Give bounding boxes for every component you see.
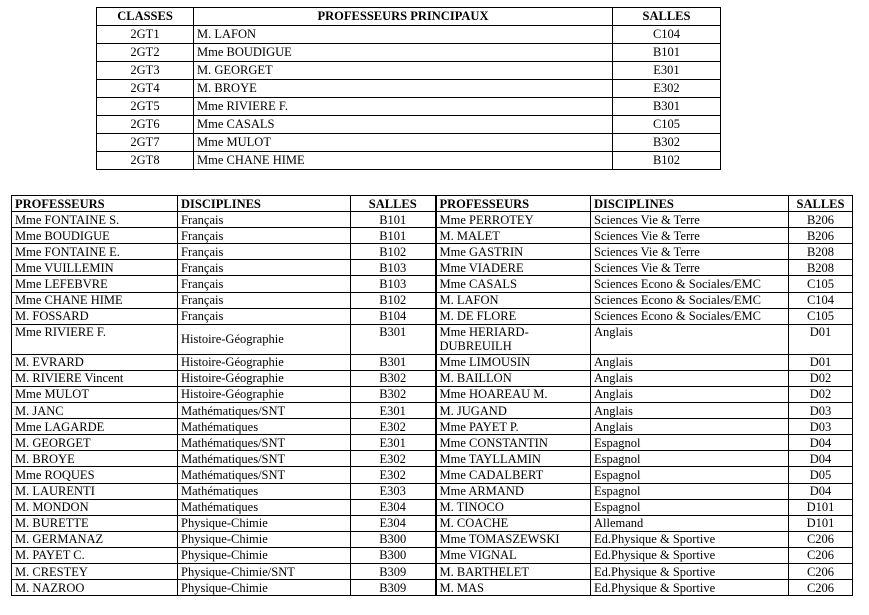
room-cell: D02 [789,370,853,386]
discipline-cell: Espagnol [591,451,789,467]
room-cell: B309 [351,563,436,579]
table-row [12,419,853,435]
header-professeurs-principaux: PROFESSEURS PRINCIPAUX [194,8,613,26]
teacher-cell: Mme VUILLEMIN [12,260,178,276]
table-row [12,308,853,324]
table-row [97,116,721,134]
discipline-cell: Anglais [591,403,789,419]
room-cell: B104 [351,308,436,324]
discipline-cell: Espagnol [591,499,789,515]
teacher-cell: M. BURETTE [12,515,178,531]
header-disciplines-right: DISCIPLINES [591,196,789,212]
table-row [12,228,853,244]
room-cell: B302 [613,134,721,152]
teacher-cell: Mme CHANE HIME [12,292,178,308]
teacher-cell: M. BAILLON [436,370,591,386]
teacher-cell: M. LAFON [436,292,591,308]
discipline-cell: Physique-Chimie [178,515,351,531]
principal-teacher-cell: M. GEORGET [194,62,613,80]
teacher-cell: Mme FONTAINE E. [12,244,178,260]
room-cell: B103 [351,276,436,292]
teacher-cell: M. MAS [436,580,591,596]
room-cell: B102 [351,244,436,260]
room-cell: B302 [351,386,436,402]
room-cell: E301 [351,403,436,419]
teacher-cell: M. GEORGET [12,435,178,451]
teacher-cell: Mme TAYLLAMIN [436,451,591,467]
discipline-cell: Anglais [591,386,789,402]
discipline-cell: Français [178,276,351,292]
teacher-cell: M. FOSSARD [12,308,178,324]
principal-teacher-cell: Mme CHANE HIME [194,152,613,170]
classes-header-row [97,8,721,26]
teacher-cell: Mme BOUDIGUE [12,228,178,244]
table-row [12,435,853,451]
teacher-cell: Mme MULOT [12,386,178,402]
room-cell: D03 [789,419,853,435]
room-cell: D03 [789,403,853,419]
teacher-cell: Mme LEFEBVRE [12,276,178,292]
room-cell: B206 [789,228,853,244]
discipline-cell: Ed.Physique & Sportive [591,547,789,563]
table-row [12,580,853,596]
class-cell: 2GT1 [97,26,194,44]
room-cell: B101 [351,228,436,244]
table-row [12,324,853,354]
room-cell: D01 [789,354,853,370]
room-cell: B301 [613,98,721,116]
room-cell: D101 [789,499,853,515]
discipline-cell: Mathématiques [178,499,351,515]
room-cell: C105 [789,276,853,292]
room-cell: B208 [789,260,853,276]
room-cell: D101 [789,515,853,531]
discipline-cell: Physique-Chimie [178,547,351,563]
principal-teacher-cell: Mme RIVIERE F. [194,98,613,116]
teacher-cell: Mme TOMASZEWSKI [436,531,591,547]
teacher-cell: M. TINOCO [436,499,591,515]
room-cell: B300 [351,531,436,547]
discipline-cell: Anglais [591,370,789,386]
discipline-cell: Allemand [591,515,789,531]
teacher-cell: Mme HOAREAU M. [436,386,591,402]
teacher-cell: M. BROYE [12,451,178,467]
teacher-name-line: DUBREUILH [439,338,512,353]
room-cell: D04 [789,483,853,499]
table-row [97,44,721,62]
table-row [12,244,853,260]
discipline-cell: Sciences Econo & Sociales/EMC [591,276,789,292]
discipline-cell: Sciences Econo & Sociales/EMC [591,292,789,308]
room-cell: D04 [789,435,853,451]
teacher-cell: Mme VIGNAL [436,547,591,563]
teachers-header-row [12,196,853,212]
table-row [12,563,853,579]
discipline-cell: Histoire-Géographie [178,354,351,370]
table-row [12,451,853,467]
teacher-cell: M. JANC [12,403,178,419]
class-cell: 2GT8 [97,152,194,170]
room-cell: B103 [351,260,436,276]
teacher-cell [436,324,591,354]
table-row [97,98,721,116]
room-cell: C105 [789,308,853,324]
room-cell: E302 [351,451,436,467]
discipline-cell: Anglais [591,354,789,370]
teacher-cell: M. EVRARD [12,354,178,370]
room-cell: E301 [351,435,436,451]
teacher-name-line: Mme HERIARD- [439,324,529,339]
header-salles-right: SALLES [789,196,853,212]
table-row [12,547,853,563]
room-cell: B101 [613,44,721,62]
discipline-cell: Sciences Vie & Terre [591,244,789,260]
teacher-cell: M. RIVIERE Vincent [12,370,178,386]
table-row [12,292,853,308]
discipline-cell: Sciences Vie & Terre [591,260,789,276]
teacher-cell: Mme FONTAINE S. [12,212,178,228]
room-cell: B302 [351,370,436,386]
discipline-cell: Anglais [591,419,789,435]
room-cell: C206 [789,563,853,579]
room-cell: C104 [789,292,853,308]
teachers-table [11,195,853,596]
teacher-cell: M. PAYET C. [12,547,178,563]
teacher-cell: Mme PAYET P. [436,419,591,435]
table-row [97,62,721,80]
teacher-cell: Mme CASALS [436,276,591,292]
teacher-cell: Mme ARMAND [436,483,591,499]
teacher-cell: Mme ROQUES [12,467,178,483]
room-cell: C206 [789,531,853,547]
discipline-cell: Mathématiques [178,419,351,435]
discipline-cell: Espagnol [591,483,789,499]
discipline-cell: Espagnol [591,467,789,483]
teacher-cell: M. LAURENTI [12,483,178,499]
teacher-cell: M. NAZROO [12,580,178,596]
room-cell: C104 [613,26,721,44]
discipline-cell: Histoire-Géographie [178,324,351,354]
class-cell: 2GT4 [97,80,194,98]
classes-table [96,7,721,170]
room-cell: D05 [789,467,853,483]
room-cell: C206 [789,547,853,563]
discipline-cell: Français [178,260,351,276]
teacher-cell: Mme GASTRIN [436,244,591,260]
class-cell: 2GT3 [97,62,194,80]
room-cell: E304 [351,515,436,531]
room-cell: E301 [613,62,721,80]
teacher-cell: M. MONDON [12,499,178,515]
discipline-cell: Sciences Vie & Terre [591,212,789,228]
room-cell: D04 [789,451,853,467]
discipline-cell: Histoire-Géographie [178,386,351,402]
room-cell: D02 [789,386,853,402]
table-row [97,80,721,98]
teacher-cell: M. MALET [436,228,591,244]
teacher-cell: M. DE FLORE [436,308,591,324]
room-cell: C105 [613,116,721,134]
discipline-cell: Physique-Chimie [178,580,351,596]
class-cell: 2GT2 [97,44,194,62]
header-salles: SALLES [613,8,721,26]
principal-teacher-cell: Mme CASALS [194,116,613,134]
teacher-cell: M. JUGAND [436,403,591,419]
discipline-cell: Espagnol [591,435,789,451]
table-row [97,152,721,170]
discipline-cell: Français [178,244,351,260]
table-row [12,515,853,531]
room-cell: E304 [351,499,436,515]
discipline-cell: Physique-Chimie/SNT [178,563,351,579]
discipline-cell: Français [178,308,351,324]
class-cell: 2GT5 [97,98,194,116]
room-cell: E302 [351,467,436,483]
room-cell: B301 [351,354,436,370]
discipline-cell: Physique-Chimie [178,531,351,547]
teacher-cell: M. BARTHELET [436,563,591,579]
table-row [12,499,853,515]
principal-teacher-cell: M. BROYE [194,80,613,98]
principal-teacher-cell: Mme BOUDIGUE [194,44,613,62]
room-cell: B300 [351,547,436,563]
table-row [12,260,853,276]
room-cell: B206 [789,212,853,228]
discipline-cell: Mathématiques [178,483,351,499]
teacher-cell: Mme LIMOUSIN [436,354,591,370]
room-cell: B102 [613,152,721,170]
class-cell: 2GT7 [97,134,194,152]
room-cell: E302 [613,80,721,98]
class-cell: 2GT6 [97,116,194,134]
teacher-cell: Mme PERROTEY [436,212,591,228]
table-row [12,403,853,419]
room-cell: B309 [351,580,436,596]
table-row [12,483,853,499]
header-professeurs-left: PROFESSEURS [12,196,178,212]
table-row [97,134,721,152]
principal-teacher-cell: M. LAFON [194,26,613,44]
discipline-cell: Mathématiques/SNT [178,451,351,467]
teacher-cell: Mme CADALBERT [436,467,591,483]
header-professeurs-right: PROFESSEURS [436,196,591,212]
discipline-cell: Ed.Physique & Sportive [591,563,789,579]
discipline-cell: Français [178,228,351,244]
table-row [12,467,853,483]
discipline-cell: Mathématiques/SNT [178,435,351,451]
discipline-cell: Français [178,212,351,228]
room-cell: C206 [789,580,853,596]
header-classes: CLASSES [97,8,194,26]
discipline-cell: Mathématiques/SNT [178,467,351,483]
discipline-cell: Histoire-Géographie [178,370,351,386]
discipline-cell: Ed.Physique & Sportive [591,580,789,596]
room-cell: B101 [351,212,436,228]
teacher-cell: M. GERMANAZ [12,531,178,547]
table-row [12,386,853,402]
table-row [12,370,853,386]
discipline-cell: Sciences Vie & Terre [591,228,789,244]
teacher-cell: Mme RIVIERE F. [12,324,178,354]
discipline-cell: Français [178,292,351,308]
teacher-cell: Mme LAGARDE [12,419,178,435]
teacher-cell: Mme CONSTANTIN [436,435,591,451]
table-row [12,212,853,228]
principal-teacher-cell: Mme MULOT [194,134,613,152]
teacher-cell: M. CRESTEY [12,563,178,579]
table-row [12,276,853,292]
room-cell: E303 [351,483,436,499]
room-cell: B208 [789,244,853,260]
discipline-cell: Mathématiques/SNT [178,403,351,419]
table-row [12,531,853,547]
room-cell: B301 [351,324,436,354]
header-salles-left: SALLES [351,196,436,212]
room-cell: E302 [351,419,436,435]
header-disciplines-left: DISCIPLINES [178,196,351,212]
table-row [97,26,721,44]
room-cell: B102 [351,292,436,308]
table-row [12,354,853,370]
discipline-cell: Sciences Econo & Sociales/EMC [591,308,789,324]
teacher-cell: Mme VIADERE [436,260,591,276]
teacher-cell: M. COACHE [436,515,591,531]
discipline-cell: Anglais [591,324,789,354]
discipline-cell: Ed.Physique & Sportive [591,531,789,547]
room-cell: D01 [789,324,853,354]
